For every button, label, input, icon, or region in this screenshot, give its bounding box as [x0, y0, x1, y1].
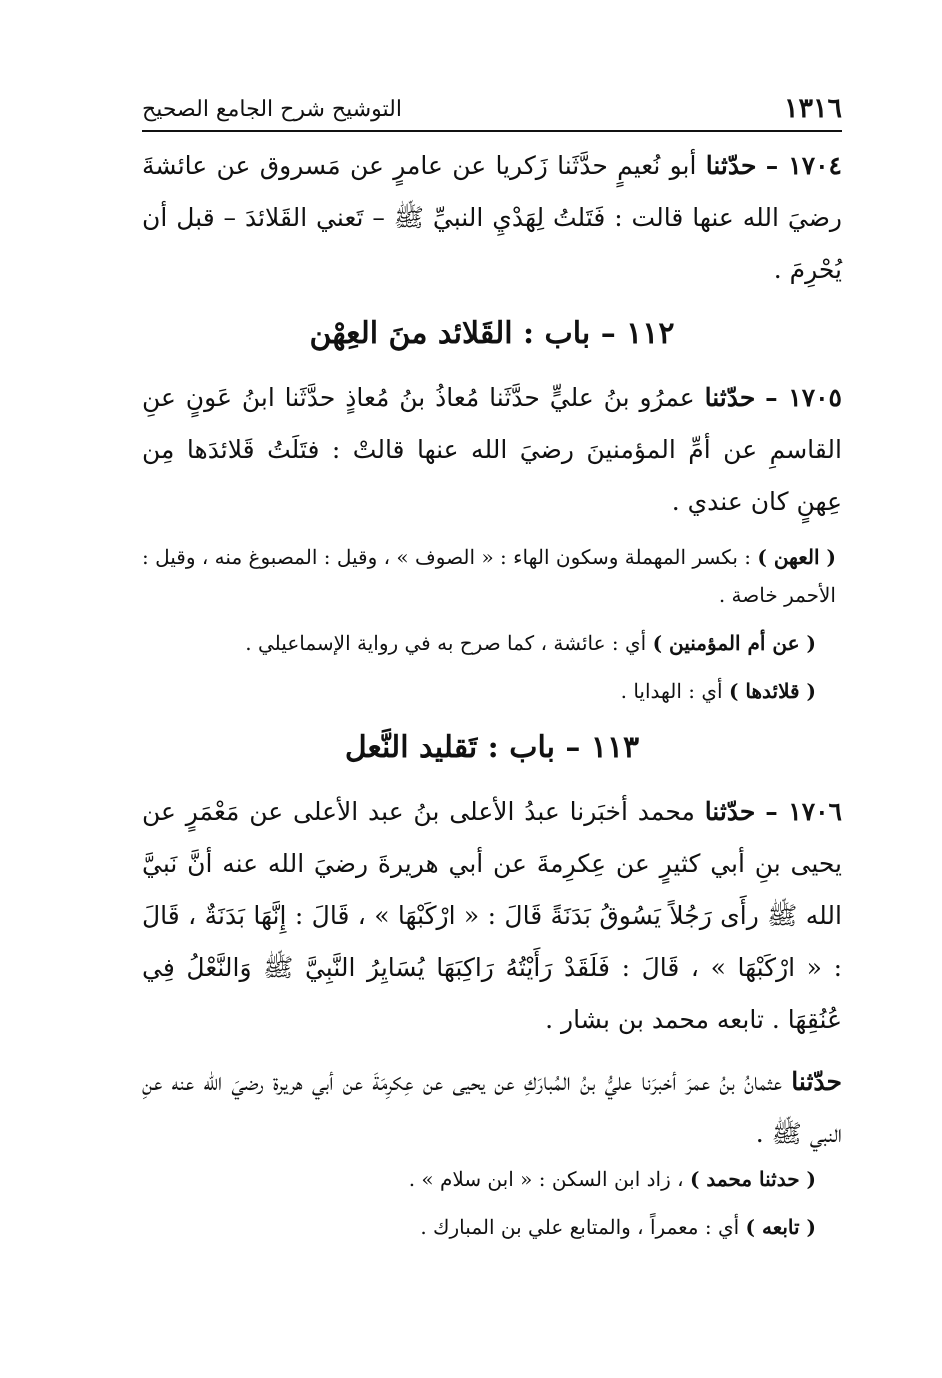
- commentary-text: : بكسر المهملة وسكون الهاء : « الصوف » ، وقيل : المصبوغ منه ، وقيل : الأحمر خاصة .: [142, 545, 836, 607]
- commentary-text: أي : عائشة ، كما صرح به في رواية الإسماعيلي .: [245, 631, 653, 655]
- commentary-term: ( عن أم المؤمنين ): [652, 631, 816, 655]
- hadith-text: عثمانُ بنُ عمرَ أخبرَنا عليُّ بنُ المُبارَكِ عن يحيى عن عِكرِمَةَ عن أبي هريرة رضيَ الله عنه عنِ النبي ﷺ .: [142, 1067, 842, 1148]
- commentary-term: ( قلائدها ): [728, 679, 816, 703]
- hadith-opener: حدّثنا: [704, 383, 756, 412]
- commentary-term: ( حدثنا محمد ): [689, 1167, 816, 1191]
- hadith-1706: [142, 786, 842, 1046]
- hadith-opener: حدّثنا: [704, 797, 756, 826]
- commentary-note: [142, 1160, 842, 1198]
- hadith-number: ١٧٠٦ –: [765, 797, 842, 826]
- hadith-number: ١٧٠٤ –: [765, 151, 842, 180]
- commentary-note: [142, 1208, 842, 1246]
- book-title: التوشيح شرح الجامع الصحيح: [142, 97, 402, 122]
- hadith-opener: حدّثنا: [705, 151, 757, 180]
- commentary-note: [142, 672, 842, 710]
- hadith-text: محمد أخبَرنا عبدُ الأعلى بنُ عبد الأعلى عن مَعْمَرٍ عن يحيى بنِ أبي كثيرٍ عن عِكرِمةَ عن أبي هريرةَ رضيَ الله عنه أنَّ نَبيَّ الله ﷺ رأَى رَجُلاً يَسُوقُ بَدَنَةً قَالَ : « ارْكَبْهَا » ، قَالَ : إِنَّهَا بَدَنَةٌ ، قَالَ : « ارْكَبْهَا » ، قَالَ : فَلَقَدْ رَأَيْتُهُ رَاكِبَهَا يُسَايِرُ النَّبِيَّ ﷺ وَالنَّعْلُ فِي عُنُقِهَا . تابعه محمد بن بشار .: [142, 797, 842, 1034]
- commentary-note: [142, 538, 842, 614]
- commentary-text: ، زاد ابن السكن : « ابن سلام » .: [408, 1167, 690, 1191]
- commentary-text: أي : معمراً ، والمتابع علي بن المبارك .: [420, 1215, 746, 1239]
- running-header: [142, 84, 842, 132]
- commentary-term: ( العهن ): [757, 545, 836, 569]
- page-number: ١٣١٦: [783, 93, 842, 124]
- hadith-opener: حدّثنا: [791, 1067, 842, 1096]
- commentary-text: أي : الهدايا .: [620, 679, 729, 703]
- hadith-1704: [142, 140, 842, 296]
- page-body: [142, 140, 842, 1246]
- hadith-text: عمرُو بنُ عليٍّ حدَّثَنا مُعاذُ بنُ مُعاذٍ حدَّثَنا ابنُ عَونٍ عنِ القاسمِ عن أمِّ المؤمنينَ رضيَ الله عنها قالتْ : فتَلَتُ قَلائدَها مِن عِهنٍ كان عندي .: [142, 383, 842, 516]
- chapter-heading-113: ١١٣ – باب : تَقليد النَّعل: [344, 730, 640, 765]
- hadith-text: أبو نُعيمٍ حدَّثَنا زَكريا عن عامرٍ عن مَسروق عن عائشةَ رضيَ الله عنها قالت : فَتَلتُ لِهَدْيِ النبيِّ ﷺ – تَعني القَلائدَ – قبل أن يُحْرِمَ .: [142, 151, 842, 284]
- chapter-heading-112: ١١٢ – باب : القَلائد منَ العِهْن: [309, 316, 675, 351]
- hadith-1706-second-chain: [142, 1056, 842, 1160]
- hadith-number: ١٧٠٥ –: [765, 383, 842, 412]
- hadith-1705: [142, 372, 842, 528]
- commentary-term: ( تابعه ): [745, 1215, 816, 1239]
- commentary-note: [142, 624, 842, 662]
